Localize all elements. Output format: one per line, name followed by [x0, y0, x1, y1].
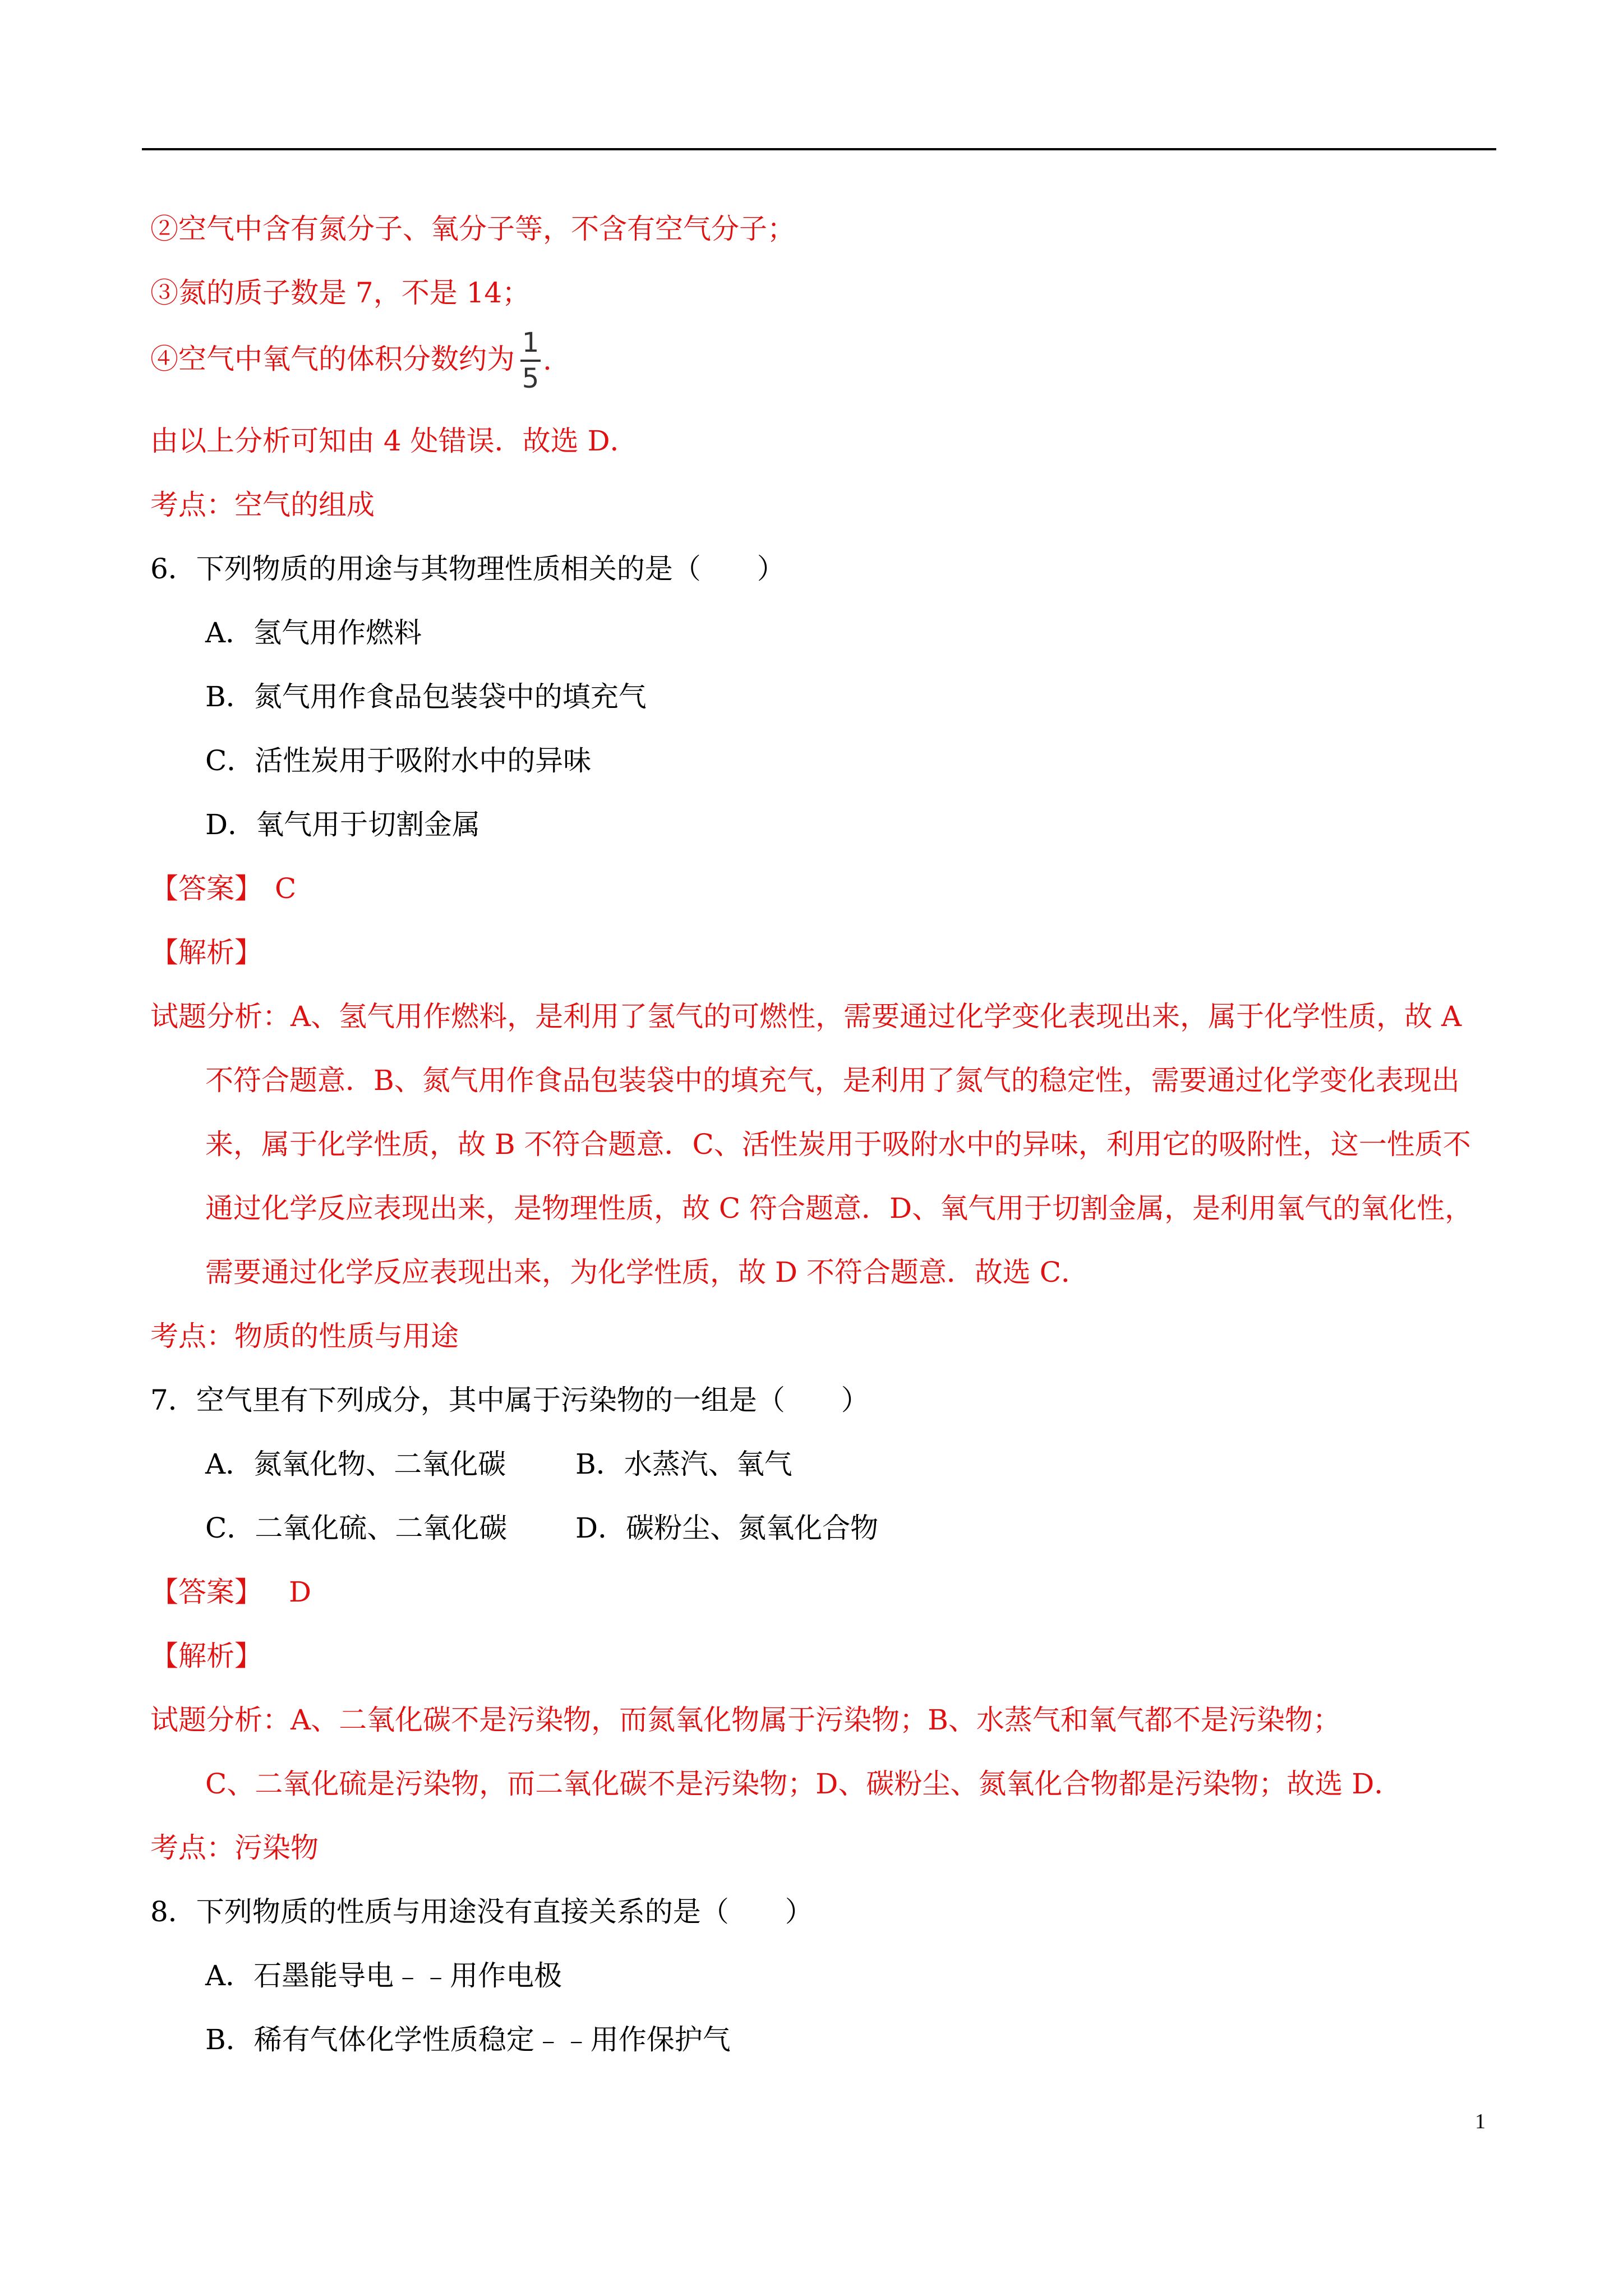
answer-label: 【答案】: [150, 872, 262, 905]
analysis-line: 需要通过化学反应表现出来，为化学性质，故 D 不符合题意．故选 C．: [205, 1256, 1090, 1289]
text-line: ②空气中含有氮分子、氧分子等，不含有空气分子；: [150, 213, 795, 245]
fraction-numerator: 1: [522, 327, 540, 358]
analysis-line: 通过化学反应表现出来，是物理性质，故 C 符合题意．D、氧气用于切割金属，是利用氧气的氧化性，: [205, 1192, 1473, 1225]
text-line: 由以上分析可知由 4 处错误．故选 D．: [150, 425, 638, 457]
analysis-line: 不符合题意．B、氮气用作食品包装袋中的填充气，是利用了氮气的稳定性，需要通过化学变化表现出: [205, 1064, 1460, 1097]
analysis-line: 来，属于化学性质，故 B 不符合题意．C、活性炭用于吸附水中的异味，利用它的吸附性，这一性质不: [205, 1128, 1471, 1161]
analysis-line: C、二氧化硫是污染物，而二氧化碳不是污染物；D、碳粉尘、氮氧化合物都是污染物；故选 D．: [205, 1768, 1403, 1800]
fraction-denominator: 5: [522, 363, 540, 394]
option-c: C．二氧化硫、二氧化碳: [205, 1512, 508, 1544]
option-b: B．稀有气体化学性质稳定﹣﹣用作保护气: [205, 2023, 731, 2056]
answer-label: 【答案】: [150, 1576, 262, 1608]
answer-value: D: [289, 1576, 312, 1608]
option-b: B．氮气用作食品包装袋中的填充气: [205, 680, 647, 713]
exam-point: 考点：污染物: [150, 1832, 319, 1864]
analysis-line: 试题分析：A、二氧化碳不是污染物，而氮氧化物属于污染物；B、水蒸气和氧气都不是污染物；: [150, 1704, 1341, 1736]
option-d: D．碳粉尘、氮氧化合物: [575, 1512, 879, 1544]
exam-point: 考点：空气的组成: [150, 489, 375, 521]
option-a: A．氮氧化物、二氧化碳: [205, 1448, 506, 1480]
answer-value: C: [275, 872, 297, 905]
question-stem: 8．下列物质的性质与用途没有直接关系的是（ ）: [150, 1895, 813, 1928]
fraction-bar: [520, 360, 541, 362]
exam-point: 考点：物质的性质与用途: [150, 1320, 459, 1352]
question-stem: 6．下列物质的用途与其物理性质相关的是（ ）: [150, 553, 785, 585]
option-a: A．氢气用作燃料: [205, 616, 422, 649]
fraction-one-fifth: [519, 328, 542, 393]
page-number: 1: [1475, 2110, 1486, 2133]
analysis-label: 【解析】: [150, 1640, 262, 1672]
text-line: ③氮的质子数是 7，不是 14；: [150, 277, 531, 309]
header-rule: [142, 148, 1496, 150]
question-stem: 7．空气里有下列成分，其中属于污染物的一组是（ ）: [150, 1384, 869, 1416]
option-c: C．活性炭用于吸附水中的异味: [205, 744, 592, 777]
text-line: .: [543, 344, 552, 376]
option-d: D．氧气用于切割金属: [205, 808, 481, 841]
option-a: A．石墨能导电﹣﹣用作电极: [205, 1959, 562, 1992]
option-b: B．水蒸汽、氧气: [575, 1448, 792, 1480]
analysis-label: 【解析】: [150, 936, 262, 969]
analysis-line: 试题分析：A、氢气用作燃料，是利用了氢气的可燃性，需要通过化学变化表现出来，属于化学性质，故 A: [150, 1000, 1462, 1033]
text-line: ④空气中氧气的体积分数约为: [150, 343, 515, 375]
